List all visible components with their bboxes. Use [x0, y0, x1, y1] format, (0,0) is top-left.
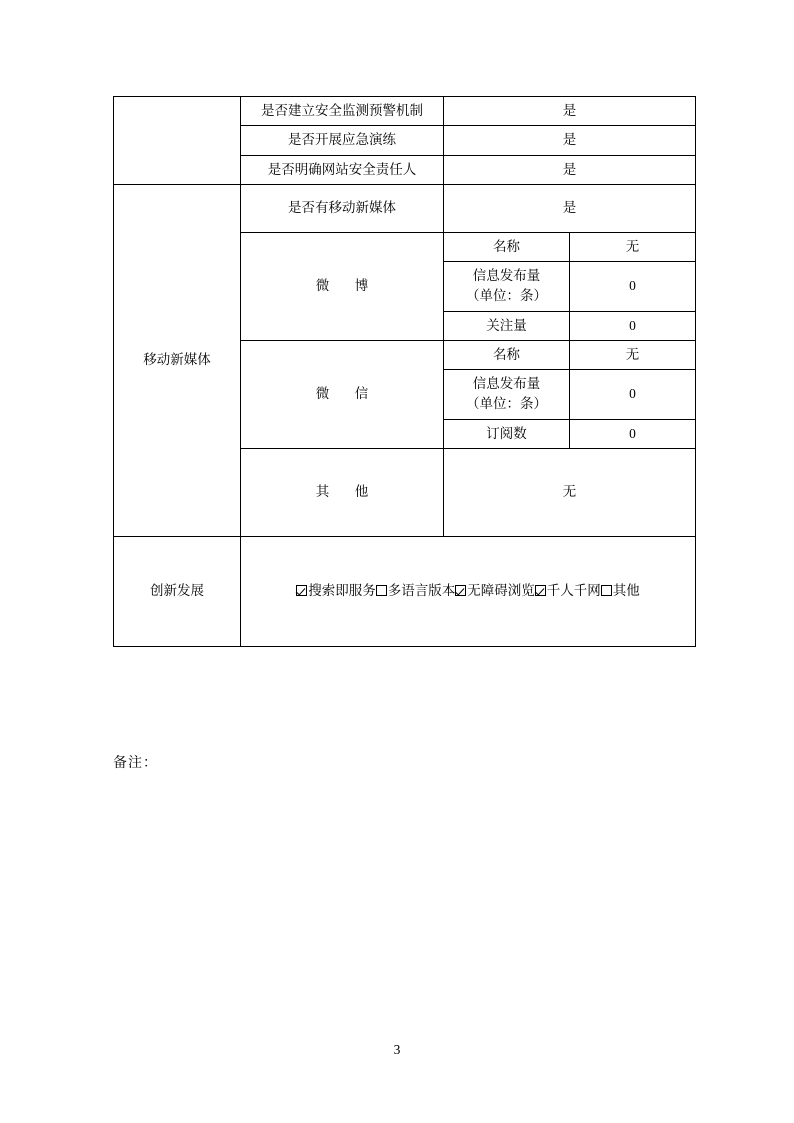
innovation-option-4[interactable]: [601, 581, 640, 601]
page-number: 3: [393, 1042, 401, 1057]
other-media-label: [241, 448, 444, 536]
security-item-1-label: 是否开展应急演练: [241, 126, 444, 155]
weibo-field-2-name: 关注量: [444, 311, 570, 340]
innovation-option-0-label: 搜索即服务: [308, 583, 376, 599]
innovation-option-2-label: 无障碍浏览: [467, 583, 535, 599]
security-item-2-label: 是否明确网站安全责任人: [241, 155, 444, 184]
weibo-field-1-name: [444, 262, 570, 312]
weibo-label-text: 微 博: [315, 278, 375, 294]
government-website-form-table: [113, 96, 696, 647]
innovation-option-4-label: 其他: [612, 583, 640, 599]
weibo-field-0-value: 无: [570, 232, 696, 261]
has-mobile-media-value: 是: [444, 184, 696, 232]
weixin-field-0-name: 名称: [444, 340, 570, 369]
table-row: [114, 97, 696, 126]
checkbox-checked-icon[interactable]: [296, 585, 307, 596]
weixin-label: [241, 340, 444, 448]
security-item-0-label: 是否建立安全监测预警机制: [241, 97, 444, 126]
innovation-option-3[interactable]: [535, 581, 601, 601]
checkbox-unchecked-icon[interactable]: [601, 585, 612, 596]
table-row: [114, 184, 696, 232]
weixin-field-1-name-line2: （单位：条）: [466, 396, 547, 412]
checkbox-checked-icon[interactable]: [455, 585, 466, 596]
weixin-field-2-value: 0: [570, 419, 696, 448]
innovation-section-label: 创新发展: [114, 536, 241, 646]
weibo-field-0-name: 名称: [444, 232, 570, 261]
weixin-label-text: 微 信: [315, 386, 375, 402]
security-item-1-value: 是: [444, 126, 696, 155]
security-item-2-value: 是: [444, 155, 696, 184]
other-media-label-text: 其 他: [315, 484, 375, 500]
weixin-field-1-value: 0: [570, 370, 696, 420]
weibo-label: [241, 232, 444, 340]
weixin-field-2-name: 订阅数: [444, 419, 570, 448]
has-mobile-media-label: 是否有移动新媒体: [241, 184, 444, 232]
innovation-option-1[interactable]: [376, 581, 456, 601]
innovation-option-2[interactable]: [455, 581, 535, 601]
innovation-option-0[interactable]: [296, 581, 376, 601]
innovation-options-cell: [241, 536, 696, 646]
weibo-field-2-value: 0: [570, 311, 696, 340]
innovation-option-3-label: 千人千网: [546, 583, 601, 599]
weixin-field-1-name: [444, 370, 570, 420]
mobile-media-section-label: 移动新媒体: [114, 184, 241, 536]
security-item-0-value: 是: [444, 97, 696, 126]
weixin-field-0-value: 无: [570, 340, 696, 369]
weixin-field-1-name-line1: 信息发布量: [472, 376, 541, 391]
security-section-label: [114, 97, 241, 185]
weibo-field-1-name-line2: （单位：条）: [466, 288, 547, 304]
remark-label: 备注：: [113, 756, 158, 771]
checkbox-unchecked-icon[interactable]: [376, 585, 387, 596]
weibo-field-1-value: 0: [570, 262, 696, 312]
innovation-option-list: [247, 581, 689, 601]
innovation-option-1-label: 多语言版本: [387, 583, 456, 599]
form-table-wrapper: [113, 96, 695, 647]
weibo-field-1-name-line1: 信息发布量: [472, 268, 541, 283]
table-row: [114, 536, 696, 646]
checkbox-checked-icon[interactable]: [535, 585, 546, 596]
other-media-value: 无: [444, 448, 696, 536]
